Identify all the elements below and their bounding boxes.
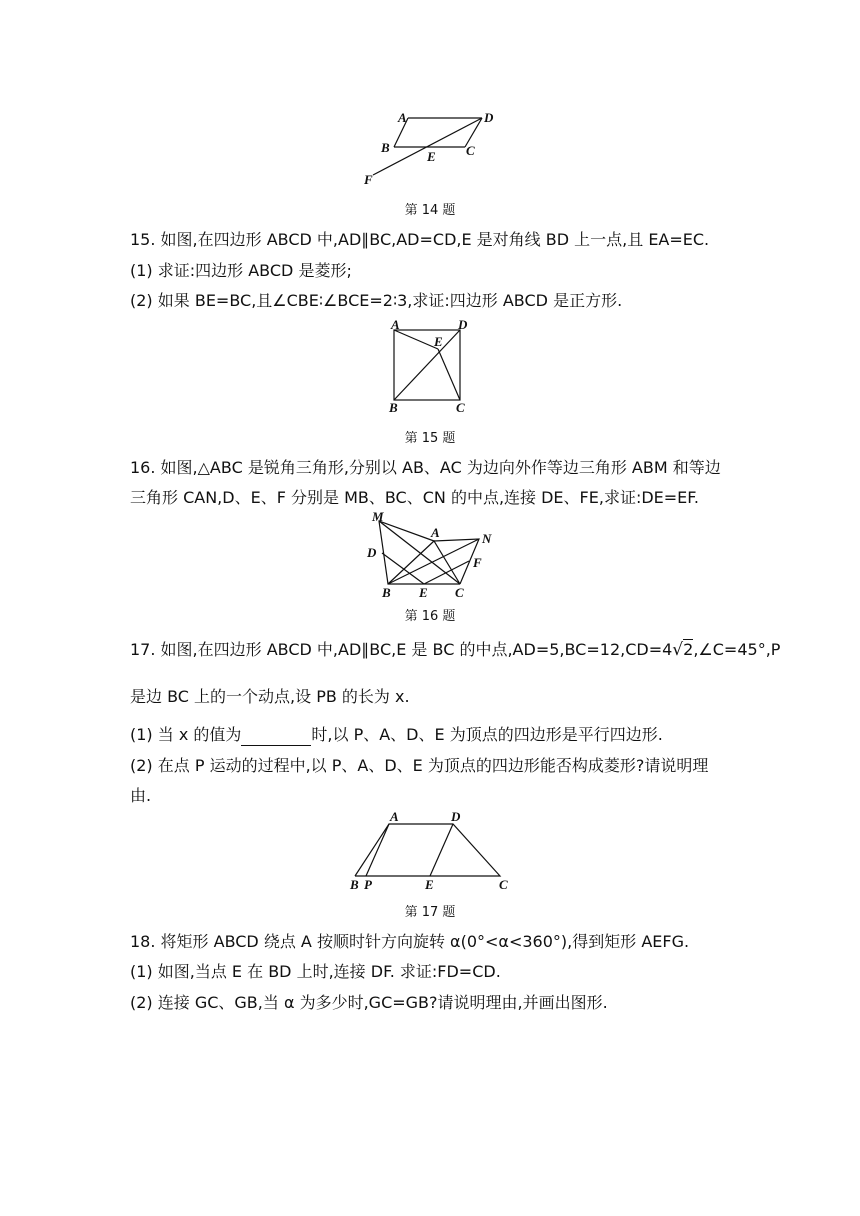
label-B: B [382,585,391,600]
label-C: C [499,877,508,892]
label-B: B [389,400,398,415]
label-A: A [398,110,407,125]
label-B: B [381,140,390,155]
label-M: M [372,509,384,524]
q16-line1: 16. 如图,△ABC 是锐角三角形,分别以 AB、AC 为边向外作等边三角形 ABM 和等边 [130,458,721,477]
figure-14-caption: 第 14 题 [404,203,456,218]
answer-blank [241,729,311,746]
label-P: P [364,877,372,892]
label-N: N [482,531,492,546]
label-C: C [466,143,475,158]
label-A: A [390,809,399,824]
sqrt-sign: √ [672,640,684,660]
q17-part2-line2: 由. [130,786,152,805]
label-C: C [456,400,465,415]
figure-15-caption: 第 15 题 [404,431,456,446]
sqrt-radicand: 2 [683,640,694,659]
figure-14 [355,105,515,190]
label-F: F [364,172,373,187]
q17-part1-before: (1) 当 x 的值为 [130,725,242,744]
label-F: F [473,555,482,570]
figure-16-caption: 第 16 题 [404,609,456,624]
q17-line1-end: ,∠C=45°,P [693,640,781,659]
q18-part1: (1) 如图,当点 E 在 BD 上时,连接 DF. 求证:FD=CD. [130,962,501,981]
figure-17 [345,808,520,893]
figure-16 [362,506,502,602]
figure-17-caption: 第 17 题 [404,905,456,920]
q17-line2: 是边 BC 上的一个动点,设 PB 的长为 x. [130,687,410,706]
label-D: D [367,545,377,560]
label-B: B [350,877,359,892]
q17-line1-text: 17. 如图,在四边形 ABCD 中,AD∥BC,E 是 BC 的中点,AD=5,BC=12,CD=4 [130,640,673,659]
label-E: E [434,334,443,349]
label-E: E [425,877,434,892]
q16-line2: 三角形 CAN,D、E、F 分别是 MB、BC、CN 的中点,连接 DE、FE,求证:DE=EF. [130,488,699,507]
label-A: A [431,525,440,540]
label-C: C [455,585,464,600]
q17-line1 [130,639,780,661]
figure-15 [380,316,480,416]
q17-part1-after: 时,以 P、A、D、E 为顶点的四边形是平行四边形. [311,725,663,744]
label-D: D [451,809,461,824]
q15-part1: (1) 求证:四边形 ABCD 是菱形; [130,261,352,280]
q18-stem: 18. 将矩形 ABCD 绕点 A 按顺时针方向旋转 α(0°<α<360°),得到矩形 AEFG. [130,932,690,951]
label-E: E [419,585,428,600]
label-D: D [484,110,494,125]
q15-part2: (2) 如果 BE=BC,且∠CBE∶∠BCE=2∶3,求证:四边形 ABCD 是正方形. [130,291,623,310]
label-A: A [391,317,400,332]
q17-part1 [130,724,663,746]
q18-part2: (2) 连接 GC、GB,当 α 为多少时,GC=GB?请说明理由,并画出图形. [130,993,608,1012]
label-E: E [427,149,436,164]
q15-stem: 15. 如图,在四边形 ABCD 中,AD∥BC,AD=CD,E 是对角线 BD 上一点,且 EA=EC. [130,230,710,249]
label-D: D [458,317,468,332]
q17-part2-line1: (2) 在点 P 运动的过程中,以 P、A、D、E 为顶点的四边形能否构成菱形?请说明理 [130,756,709,775]
